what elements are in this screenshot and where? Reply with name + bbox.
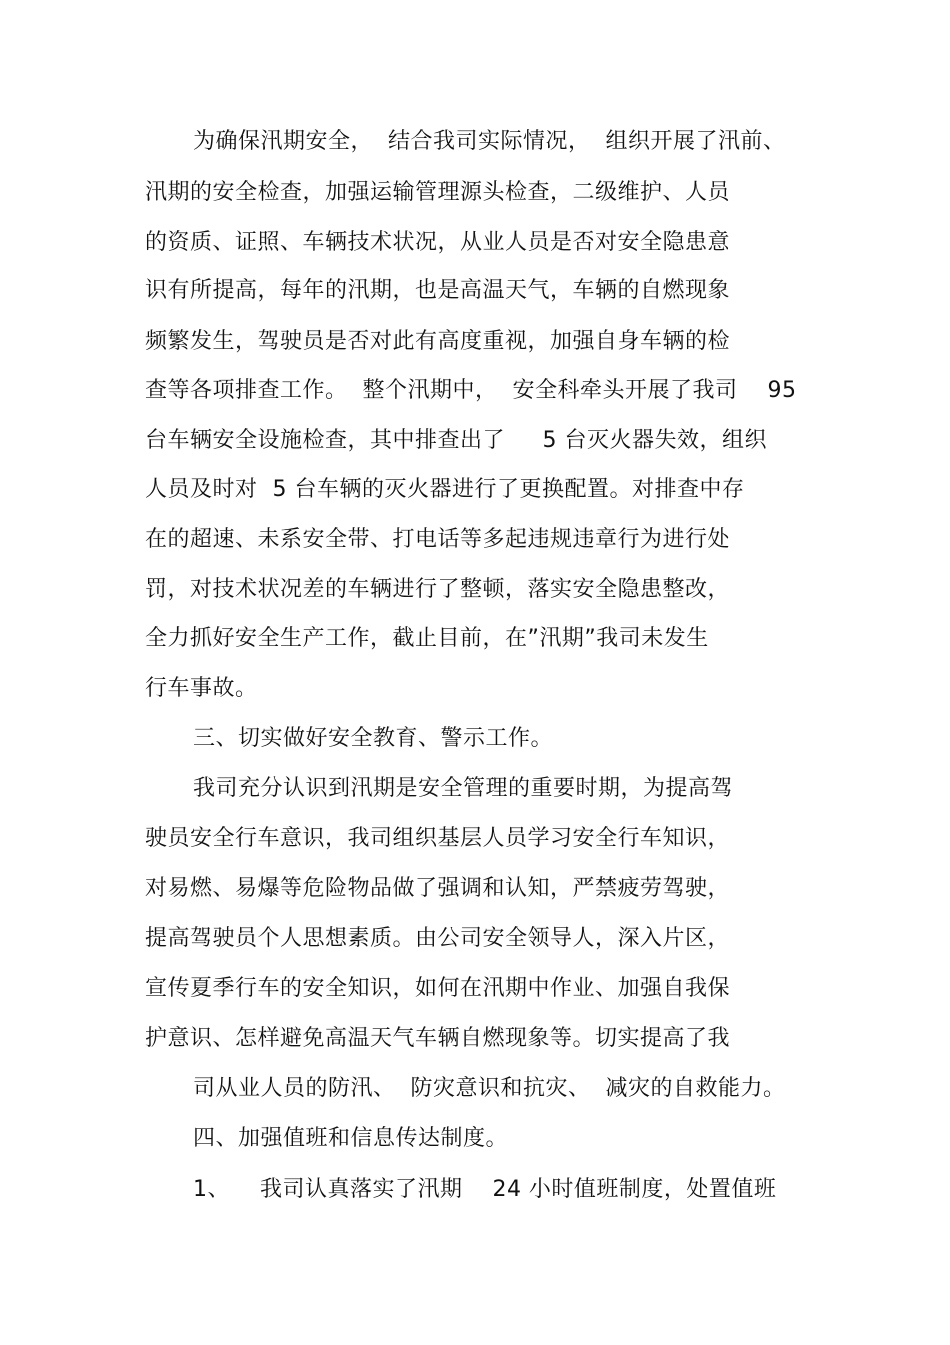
paragraph-line: 为确保汛期安全， 结合我司实际情况， 组织开展了汛前、 <box>193 129 786 154</box>
list-item: 1、 我司认真落实了汛期 24 小时值班制度，处置值班 <box>193 1177 777 1202</box>
paragraph-line: 宣传夏季行车的安全知识，如何在汛期中作业、加强自我保 <box>145 976 731 1001</box>
paragraph-line: 行车事故。 <box>145 676 258 701</box>
paragraph-line: 提高驾驶员个人思想素质。由公司安全领导人，深入片区， <box>145 926 731 951</box>
paragraph-line: 全力抓好安全生产工作，截止目前，在”汛期”我司未发生 <box>145 626 709 651</box>
paragraph-line: 人员及时对 5 台车辆的灭火器进行了更换配置。对排查中存 <box>145 477 745 502</box>
paragraph-line: 查等各项排查工作。 整个汛期中， 安全科牵头开展了我司 95 <box>145 378 797 403</box>
paragraph-line: 我司充分认识到汛期是安全管理的重要时期，为提高驾 <box>193 776 734 801</box>
paragraph-line: 罚，对技术状况差的车辆进行了整顿，落实安全隐患整改， <box>145 577 731 602</box>
paragraph-line: 护意识、怎样避免高温天气车辆自燃现象等。切实提高了我 <box>145 1026 731 1051</box>
paragraph-line: 的资质、证照、车辆技术状况，从业人员是否对安全隐患意 <box>145 230 731 255</box>
paragraph-line: 台车辆安全设施检查，其中排查出了 5 台灭火器失效，组织 <box>145 428 767 453</box>
paragraph-line: 司从业人员的防汛、 防灾意识和抗灾、 减灾的自救能力。 <box>193 1076 786 1101</box>
paragraph-line: 对易燃、易爆等危险物品做了强调和认知，严禁疲劳驾驶， <box>145 876 731 901</box>
paragraph-line: 汛期的安全检查，加强运输管理源头检查，二级维护、人员 <box>145 180 731 205</box>
paragraph-line: 频繁发生，驾驶员是否对此有高度重视，加强自身车辆的检 <box>145 329 731 354</box>
paragraph-line: 在的超速、未系安全带、打电话等多起违规违章行为进行处 <box>145 527 731 552</box>
section-heading: 三、切实做好安全教育、警示工作。 <box>193 726 554 751</box>
paragraph-line: 驶员安全行车意识，我司组织基层人员学习安全行车知识， <box>145 826 731 851</box>
section-heading: 四、加强值班和信息传达制度。 <box>193 1126 509 1151</box>
paragraph-line: 识有所提高，每年的汛期，也是高温天气，车辆的自燃现象 <box>145 278 731 303</box>
